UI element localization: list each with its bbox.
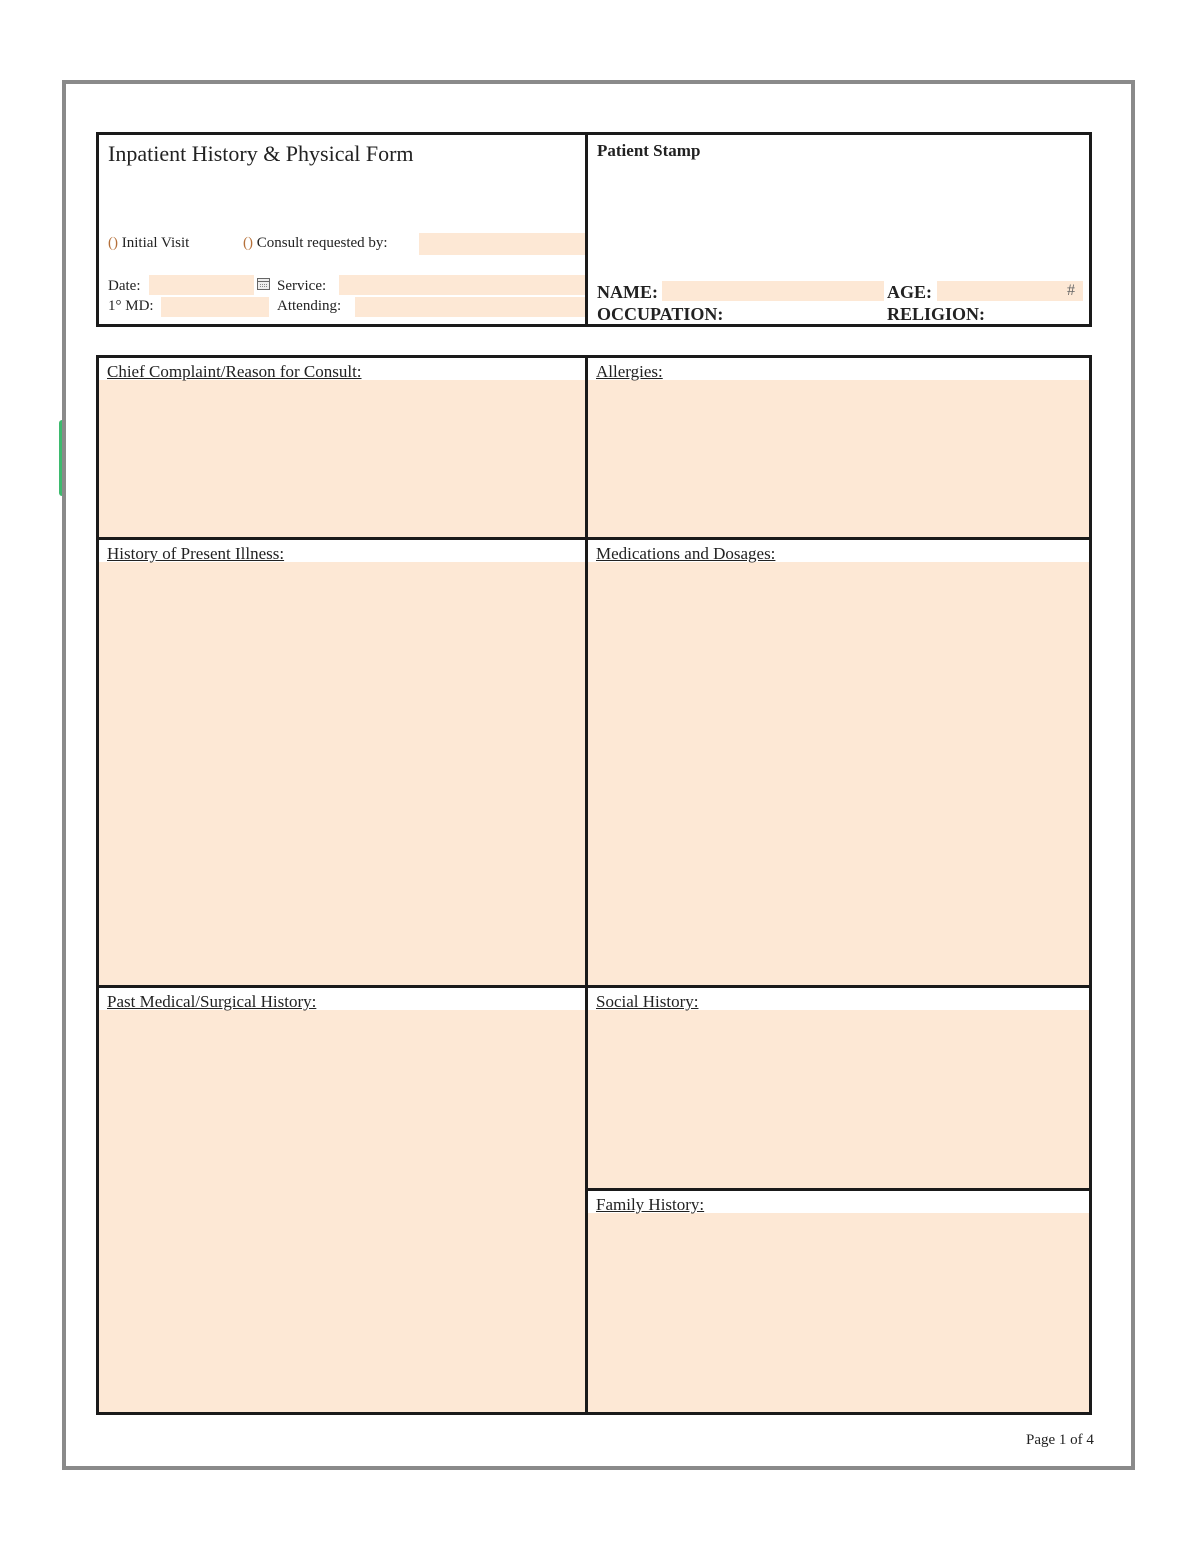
hpi-label: History of Present Illness: <box>107 544 285 563</box>
name-field[interactable] <box>662 281 884 301</box>
consult-radio[interactable]: () <box>243 235 253 251</box>
header-box <box>96 132 1092 327</box>
pmh-label: Past Medical/Surgical History: <box>107 992 317 1011</box>
consult-option[interactable] <box>243 235 388 252</box>
chief-complaint-section[interactable] <box>99 358 585 537</box>
name-label: NAME: <box>597 282 658 302</box>
medications-label: Medications and Dosages: <box>596 544 776 563</box>
attending-label: Attending: <box>277 298 342 314</box>
main-grid <box>96 355 1092 1415</box>
social-history-label: Social History: <box>596 992 699 1011</box>
hpi-section[interactable] <box>99 540 585 985</box>
occupation-label: OCCUPATION: <box>597 304 724 324</box>
primary-md-label: 1° MD: <box>108 298 154 314</box>
date-field[interactable] <box>149 275 254 295</box>
pmh-section[interactable] <box>99 988 585 1412</box>
age-number-symbol: # <box>1067 282 1075 299</box>
form-title: Inpatient History & Physical Form <box>108 141 414 166</box>
medications-section[interactable] <box>588 540 1089 985</box>
initial-visit-radio[interactable]: () <box>108 235 118 251</box>
page-indicator: Page 1 of 4 <box>1026 1432 1094 1448</box>
allergies-label: Allergies: <box>596 362 663 381</box>
consult-label: Consult requested by: <box>256 235 388 251</box>
age-label: AGE: <box>887 282 932 302</box>
date-label: Date: <box>108 278 141 294</box>
initial-visit-label: Initial Visit <box>121 235 190 251</box>
patient-stamp-title: Patient Stamp <box>597 141 701 160</box>
initial-visit-option[interactable] <box>108 235 189 252</box>
header-divider <box>585 135 588 324</box>
consult-requested-by-field[interactable] <box>419 233 585 255</box>
age-field[interactable] <box>937 281 1083 301</box>
chief-complaint-label: Chief Complaint/Reason for Consult: <box>107 362 362 381</box>
primary-md-field[interactable] <box>161 297 269 317</box>
family-history-label: Family History: <box>596 1195 705 1214</box>
service-field[interactable] <box>339 275 585 295</box>
social-history-section[interactable] <box>588 988 1089 1188</box>
family-history-section[interactable] <box>588 1191 1089 1412</box>
allergies-strip <box>588 358 1089 380</box>
calendar-icon[interactable] <box>257 278 270 290</box>
attending-field[interactable] <box>355 297 585 317</box>
allergies-section[interactable] <box>588 358 1089 537</box>
service-label: Service: <box>277 278 327 294</box>
religion-label: RELIGION: <box>887 304 986 324</box>
